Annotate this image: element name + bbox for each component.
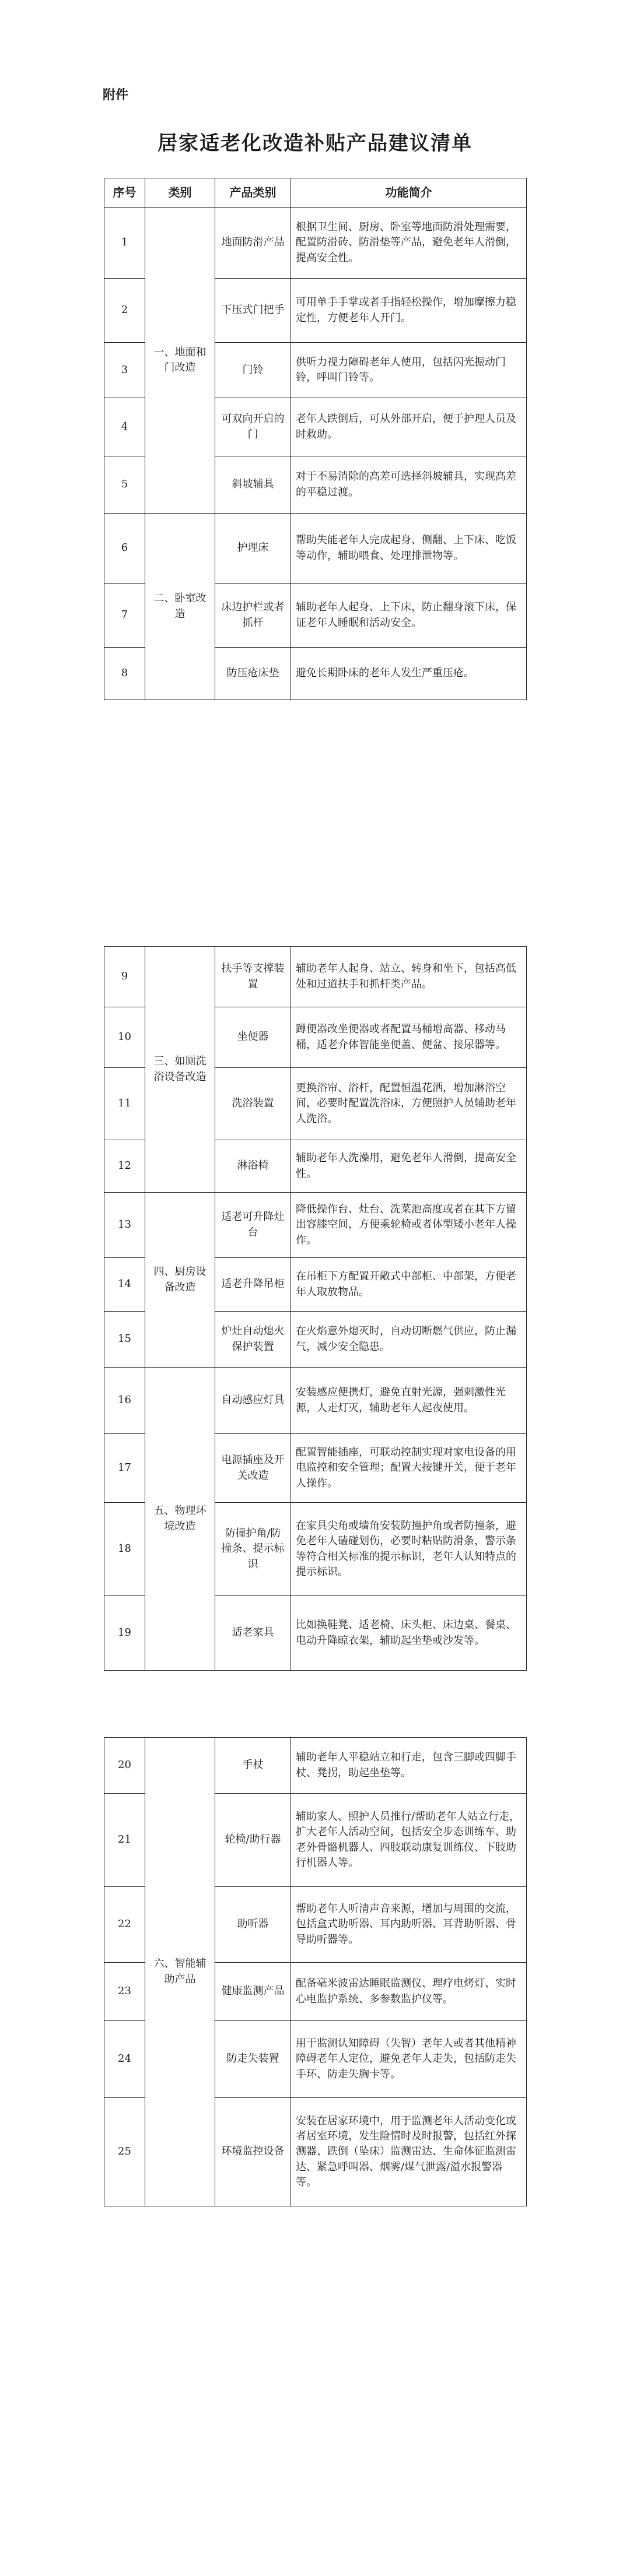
row-no: 18 [104, 1503, 145, 1596]
desc-cell: 安装感应便携灯，避免直射光源，强刺激性光源，人走灯灭，辅助老年人起夜使用。 [291, 1368, 527, 1434]
desc-cell: 安装在居家环境中，用于监测老年人活动变化或者居室环境，发生险情时及时报警，包括红外探测器、跌倒（坠床）监测雷达、生命体征监测雷达、紧急呼叫器、烟雾/煤气泄露/溢水报警器等。 [291, 2098, 527, 2206]
table-row [104, 514, 527, 584]
desc-cell: 根据卫生间、厨房、卧室等地面防滑处理需要，配置防滑砖、防滑垫等产品，避免老年人滑倒，提高安全性。 [291, 208, 527, 279]
category-cell: 二、卧室改造 [145, 514, 215, 700]
product-cell: 淋浴椅 [215, 1140, 291, 1193]
category-cell: 四、厨房设备改造 [145, 1193, 215, 1368]
row-no: 15 [104, 1312, 145, 1368]
row-no: 24 [104, 2021, 145, 2098]
row-no: 1 [104, 208, 145, 279]
desc-cell: 老年人跌倒后，可从外部开启，便于护理人员及时救助。 [291, 398, 527, 456]
desc-cell: 降低操作台、灶台、洗菜池高度或者在其下方留出容膝空间，方便乘轮椅或者体型矮小老年人操作。 [291, 1193, 527, 1258]
product-cell: 适老升降吊柜 [215, 1258, 291, 1312]
product-cell: 自动感应灯具 [215, 1368, 291, 1434]
product-cell: 健康监测产品 [215, 1963, 291, 2021]
row-no: 22 [104, 1887, 145, 1963]
row-no: 5 [104, 456, 145, 514]
desc-cell: 配置智能插座，可联动控制实现对家电设备的用电监控和安全管理；配置大按键开关，便于老年人操作。 [291, 1434, 527, 1503]
product-cell: 防撞护角/防撞条、提示标识 [215, 1503, 291, 1596]
table-header-row [104, 178, 527, 208]
table-row [104, 1738, 527, 1794]
row-no: 25 [104, 2098, 145, 2206]
desc-cell: 在吊柜下方配置开敞式中部柜、中部架，方便老年人取放物品。 [291, 1258, 527, 1312]
row-no: 4 [104, 398, 145, 456]
product-cell: 助听器 [215, 1887, 291, 1963]
product-cell: 炉灶自动熄火保护装置 [215, 1312, 291, 1368]
attachment-label: 附件 [103, 88, 129, 103]
desc-cell: 用于监测认知障碍（失智）老年人或者其他精神障碍老年人定位，避免老年人走失，包括防走失手环、防走失胸卡等。 [291, 2021, 527, 2098]
product-table-part-2 [104, 946, 527, 1671]
header-desc: 功能简介 [291, 178, 527, 208]
table-row [104, 1193, 527, 1258]
row-no: 19 [104, 1596, 145, 1671]
desc-cell: 辅助老年人洗澡用，避免老年人滑倒，提高安全性。 [291, 1140, 527, 1193]
desc-cell: 更换浴帘、浴杆，配置恒温花洒，增加淋浴空间，必要时配置洗浴床，方便照护人员辅助老年人洗浴。 [291, 1068, 527, 1140]
product-cell: 护理床 [215, 514, 291, 584]
row-no: 21 [104, 1794, 145, 1887]
row-no: 9 [104, 947, 145, 1007]
product-cell: 防压疮床垫 [215, 648, 291, 700]
desc-cell: 在火焰意外熄灭时，自动切断燃气供应，防止漏气，减少安全隐患。 [291, 1312, 527, 1368]
row-no: 7 [104, 584, 145, 648]
product-cell: 门铃 [215, 343, 291, 398]
header-product: 产品类别 [215, 178, 291, 208]
product-cell: 下压式门把手 [215, 279, 291, 343]
row-no: 6 [104, 514, 145, 584]
row-no: 8 [104, 648, 145, 700]
product-cell: 扶手等支撑装置 [215, 947, 291, 1007]
desc-cell: 帮助老年人听清声音来源，增加与周围的交流，包括盒式助听器、耳内助听器、耳背助听器、骨导助听器等。 [291, 1887, 527, 1963]
product-cell: 坐便器 [215, 1007, 291, 1068]
product-cell: 洗浴装置 [215, 1068, 291, 1140]
product-cell: 地面防滑产品 [215, 208, 291, 279]
desc-cell: 配备毫米波雷达睡眠监测仪、理疗电烤灯、实时心电监护系统、多参数监护仪等。 [291, 1963, 527, 2021]
row-no: 11 [104, 1068, 145, 1140]
row-no: 3 [104, 343, 145, 398]
desc-cell: 对于不易消除的高差可选择斜坡辅具，实现高差的平稳过渡。 [291, 456, 527, 514]
product-table-part-1 [104, 178, 527, 700]
row-no: 13 [104, 1193, 145, 1258]
row-no: 10 [104, 1007, 145, 1068]
page-title: 居家适老化改造补贴产品建议清单 [158, 132, 473, 155]
desc-cell: 比如换鞋凳、适老椅、床头柜、床边桌、餐桌、电动升降晾衣架，辅助起坐垫或沙发等。 [291, 1596, 527, 1671]
row-no: 14 [104, 1258, 145, 1312]
desc-cell: 辅助老年人平稳站立和行走，包含三脚或四脚手杖、凳拐，助起坐垫等。 [291, 1738, 527, 1794]
desc-cell: 蹲便器改坐便器或者配置马桶增高器、移动马桶，适老介体智能坐便盖、便盆、接尿器等。 [291, 1007, 527, 1068]
header-no: 序号 [104, 178, 145, 208]
product-table-part-3 [104, 1737, 527, 2206]
product-cell: 可双向开启的门 [215, 398, 291, 456]
product-cell: 床边护栏或者抓杆 [215, 584, 291, 648]
category-cell: 三、如厕洗浴设备改造 [145, 947, 215, 1193]
category-cell: 六、智能辅助产品 [145, 1738, 215, 2206]
product-cell: 防走失装置 [215, 2021, 291, 2098]
category-cell: 一、地面和门改造 [145, 208, 215, 514]
desc-cell: 辅助老年人起身、站立、转身和坐下，包括高低处和过道扶手和抓杆类产品。 [291, 947, 527, 1007]
product-cell: 斜坡辅具 [215, 456, 291, 514]
desc-cell: 帮助失能老年人完成起身、侧翻、上下床、吃饭等动作，辅助喂食、处理排泄物等。 [291, 514, 527, 584]
desc-cell: 供听力视力障碍老年人使用，包括闪光振动门铃，呼叫门铃等。 [291, 343, 527, 398]
header-category: 类别 [145, 178, 215, 208]
desc-cell: 辅助老年人起身、上下床，防止翻身滚下床，保证老年人睡眠和活动安全。 [291, 584, 527, 648]
row-no: 23 [104, 1963, 145, 2021]
desc-cell: 辅助家人、照护人员推行/帮助老年人站立行走，扩大老年人活动空间，包括安全步态训练车、助老外骨骼机器人、四肢联动康复训练仪、下肢助行机器人等。 [291, 1794, 527, 1887]
row-no: 16 [104, 1368, 145, 1434]
product-cell: 轮椅/助行器 [215, 1794, 291, 1887]
row-no: 12 [104, 1140, 145, 1193]
desc-cell: 在家具尖角或墙角安装防撞护角或者防撞条，避免老年人磕碰划伤，必要时粘贴防滑条，警示条等符合相关标准的提示标识，老年人认知特点的提示标识。 [291, 1503, 527, 1596]
desc-cell: 可用单手手掌或者手指轻松操作，增加摩擦力稳定性，方便老年人开门。 [291, 279, 527, 343]
product-cell: 适老家具 [215, 1596, 291, 1671]
desc-cell: 避免长期卧床的老年人发生严重压疮。 [291, 648, 527, 700]
product-cell: 环境监控设备 [215, 2098, 291, 2206]
row-no: 20 [104, 1738, 145, 1794]
row-no: 17 [104, 1434, 145, 1503]
table-row [104, 208, 527, 279]
category-cell: 五、物理环境改造 [145, 1368, 215, 1671]
product-cell: 适老可升降灶台 [215, 1193, 291, 1258]
product-cell: 电源插座及开关改造 [215, 1434, 291, 1503]
table-row [104, 947, 527, 1007]
table-row [104, 1368, 527, 1434]
row-no: 2 [104, 279, 145, 343]
product-cell: 手杖 [215, 1738, 291, 1794]
